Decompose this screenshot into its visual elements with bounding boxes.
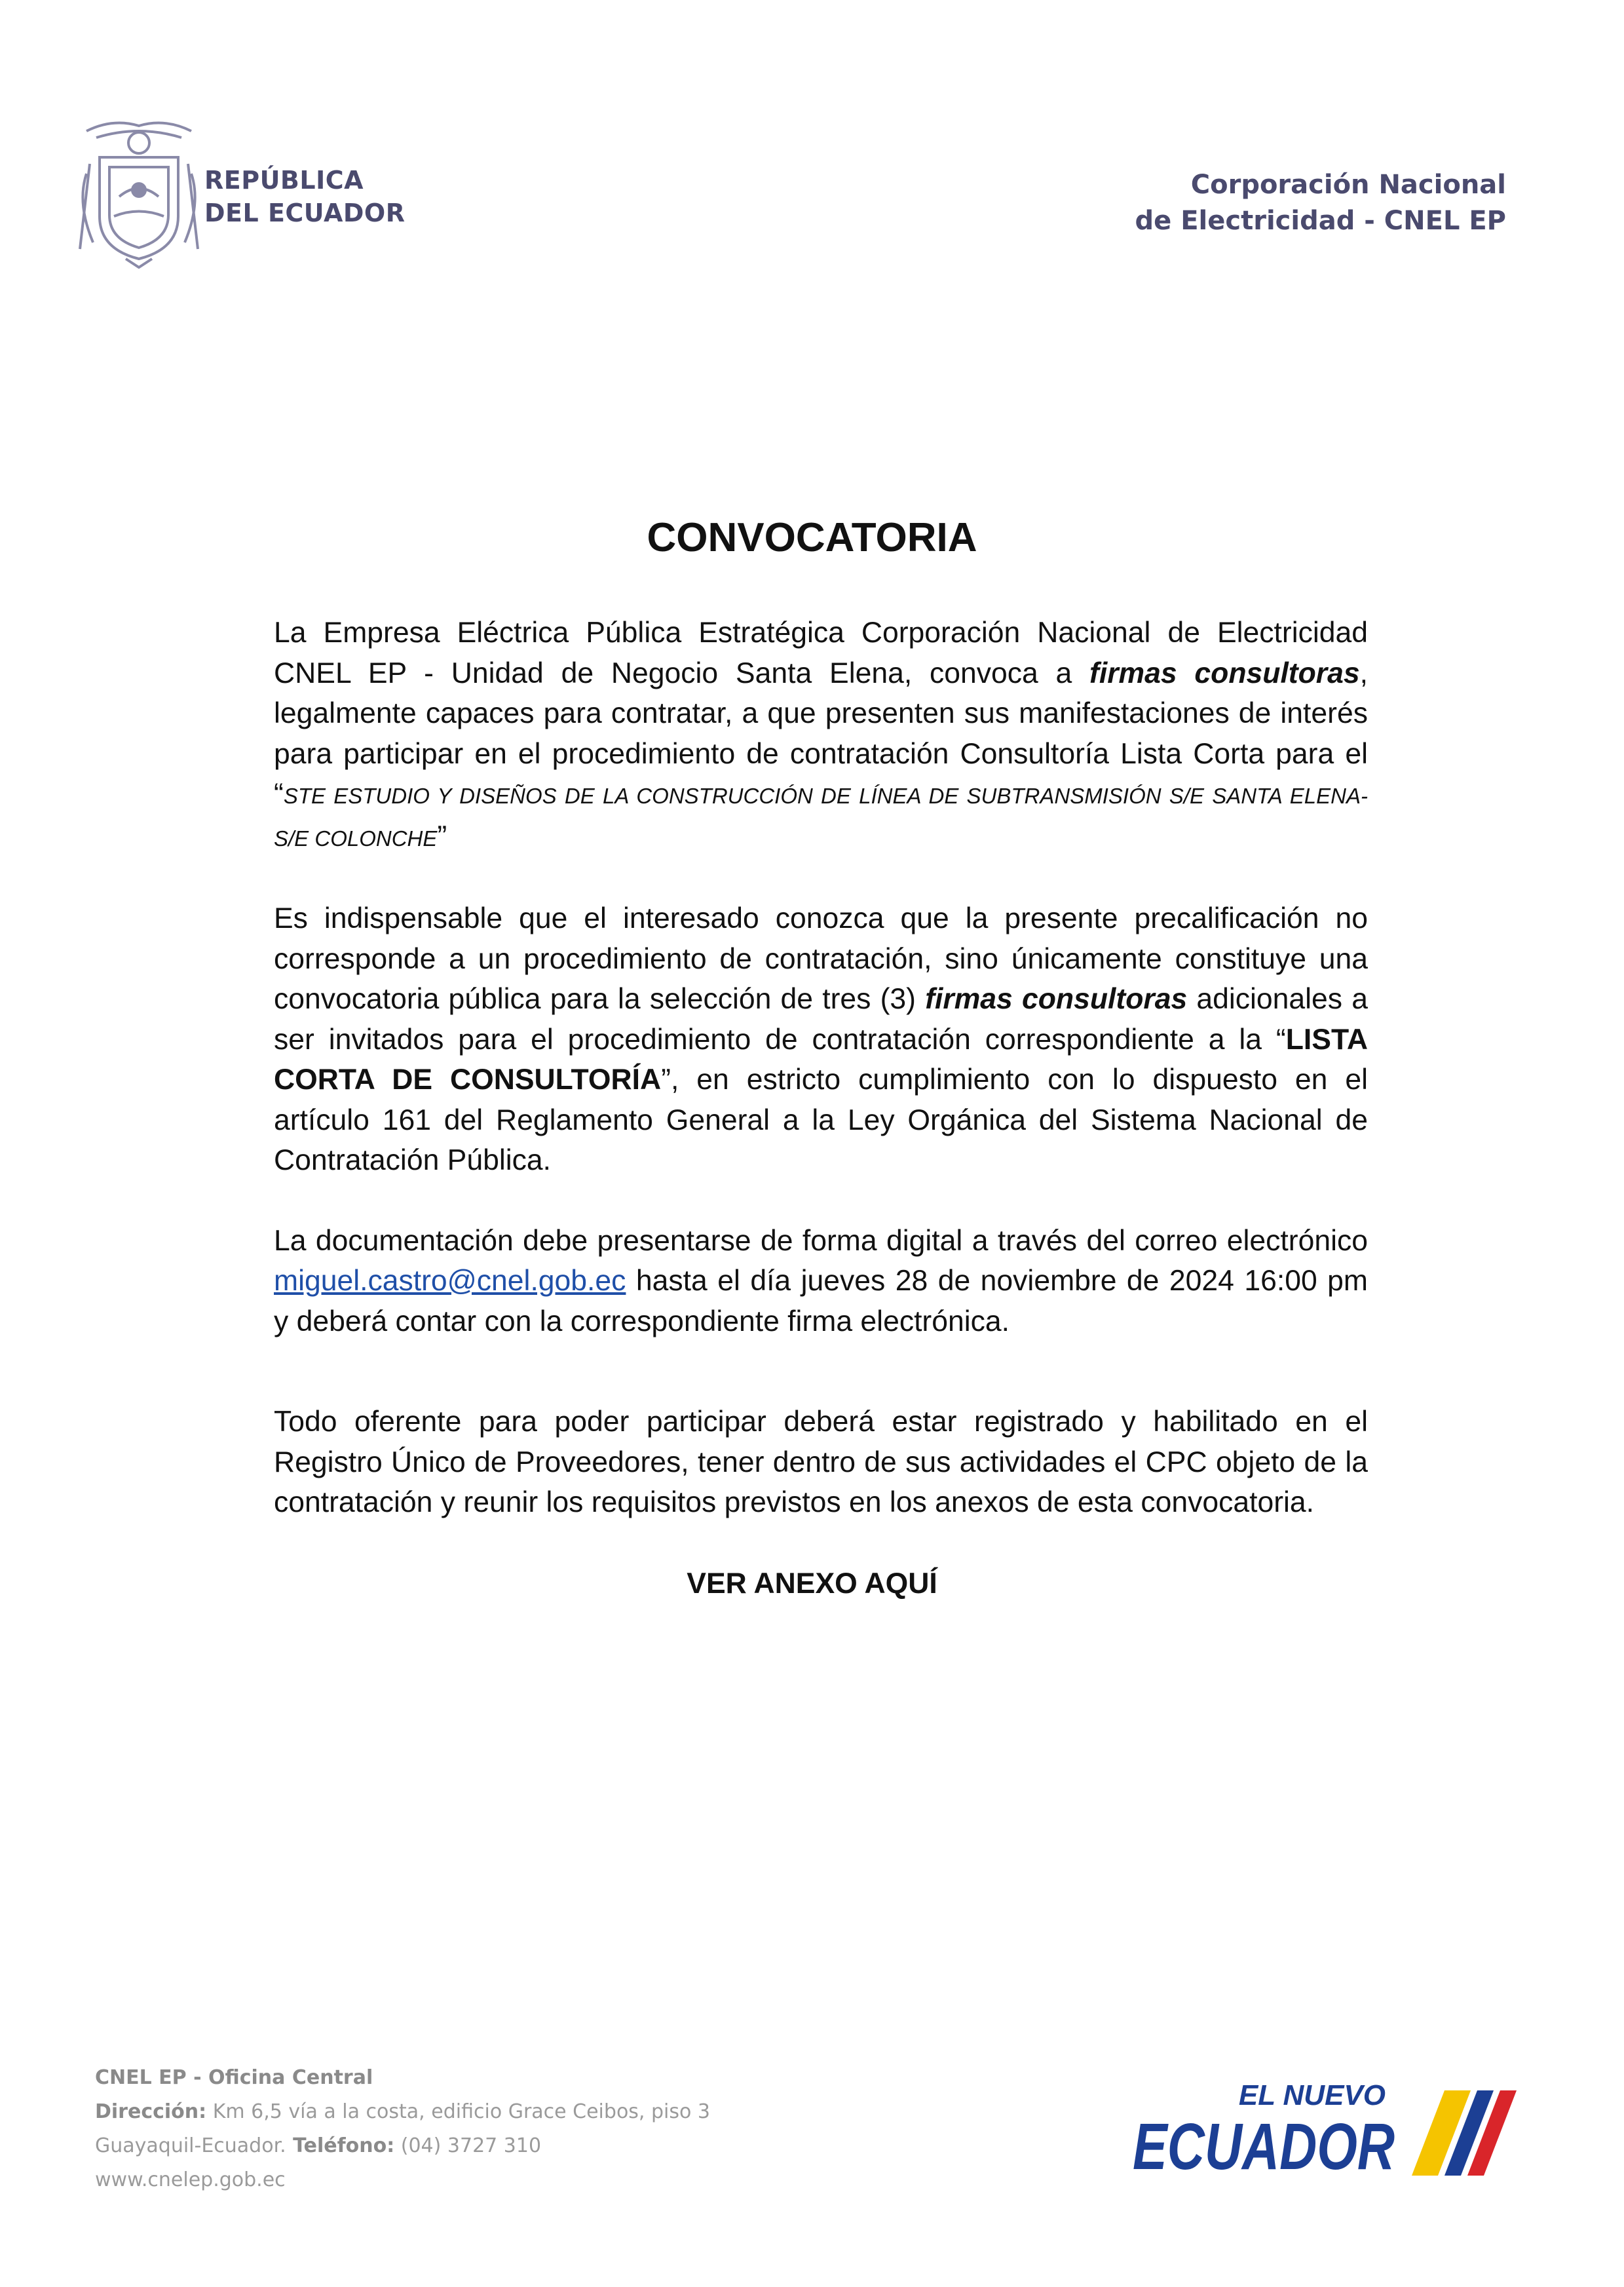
- paragraph-requirements: Todo oferente para poder participar deberá estar registrado y habilitado en el Registro Único de Proveedores, tener dentro de sus actividades el CPC objeto de la contratación y reunir los requisitos previstos en los anexos de esta convocatoria.: [274, 1406, 1368, 1518]
- p1-text-3: ”: [437, 820, 447, 853]
- el-nuevo-ecuador-logo-graphic: [1130, 2077, 1536, 2182]
- logo-line1: EL NUEVO: [1238, 2079, 1386, 2111]
- footer-dir-label: Dirección:: [95, 2100, 207, 2123]
- annex-link[interactable]: VER ANEXO AQUÍ: [687, 1567, 937, 1600]
- p1-text-2: , legalmente capaces para contratar, a que presenten sus manifestaciones de interés para participar en el procedimiento de contratación Consultoría Lista Corta para el “: [274, 657, 1368, 810]
- cnel-logo-text: [1135, 167, 1506, 239]
- email-link[interactable]: miguel.castro@cnel.gob.ec: [274, 1265, 626, 1297]
- republica-logo: [73, 111, 414, 269]
- footer-city: Guayaquil-Ecuador.: [95, 2134, 286, 2157]
- p1-text-1: La Empresa Eléctrica Pública Estratégica Corporación Nacional de Electricidad CNEL EP - Unidad de Negocio Santa Elena, convoca a: [274, 617, 1368, 689]
- republica-line1: REPÚBLICA: [204, 166, 364, 195]
- p1-firmas-consultoras: firmas consultoras: [1089, 657, 1360, 689]
- corp-line1: Corporación Nacional: [1190, 170, 1506, 200]
- paragraph-documentation: [274, 1221, 1368, 1342]
- project-name: STE ESTUDIO Y DISEÑOS DE LA CONSTRUCCIÓN DE LÍNEA DE SUBTRANSMISIÓN S/E SANTA ELENA-S/E COLONCHE: [274, 784, 1368, 851]
- p2-text-1: Es indispensable que el interesado conozca que la presente precalificación no corresponde a un procedimiento de contratación, sino únicamente constituye una convocatoria pública para la selección de tres (3): [274, 902, 1368, 1015]
- p3-text-1: La documentación debe presentarse de forma digital a través del correo electrónico: [274, 1224, 1368, 1257]
- footer-web: www.cnelep.gob.ec: [95, 2168, 286, 2191]
- footer-office: CNEL EP - Oficina Central: [95, 2066, 373, 2089]
- el-nuevo-ecuador-logo: [1130, 2077, 1536, 2182]
- p3-text-2: hasta el día jueves 28 de noviembre de 2024 16:00 pm y deberá contar con la correspondiente firma electrónica.: [274, 1265, 1368, 1337]
- footer-tel-value: (04) 3727 310: [394, 2134, 542, 2157]
- logo-line2: ECUADOR: [1133, 2110, 1395, 2182]
- p2-firmas-consultoras: firmas consultoras: [925, 983, 1188, 1015]
- republica-line2: DEL ECUADOR: [204, 199, 406, 227]
- footer-tel-label: Teléfono:: [286, 2134, 395, 2157]
- corp-line2: de Electricidad - CNEL EP: [1135, 206, 1506, 236]
- p2-text-2: adicionales a ser invitados para el procedimiento de contratación correspondiente a la “: [274, 983, 1368, 1056]
- footer-contact: [95, 2061, 710, 2197]
- document-body: [274, 613, 1368, 1523]
- p2-text-3: ”, en estricto cumplimiento con lo dispuesto en el artículo 161 del Reglamento General a la Ley Orgánica del Sistema Nacional de Contratación Pública.: [274, 1064, 1368, 1176]
- page-title: CONVOCATORIA: [647, 515, 977, 560]
- lista-corta-label: LISTA CORTA DE CONSULTORÍA: [274, 1023, 1368, 1096]
- footer-dir-value: Km 6,5 vía a la costa, edificio Grace Ceibos, piso 3: [206, 2100, 710, 2123]
- coat-of-arms-icon: [73, 118, 204, 269]
- paragraph-invitation: [274, 613, 1368, 858]
- republica-text: [204, 164, 406, 229]
- paragraph-precalification: [274, 898, 1368, 1181]
